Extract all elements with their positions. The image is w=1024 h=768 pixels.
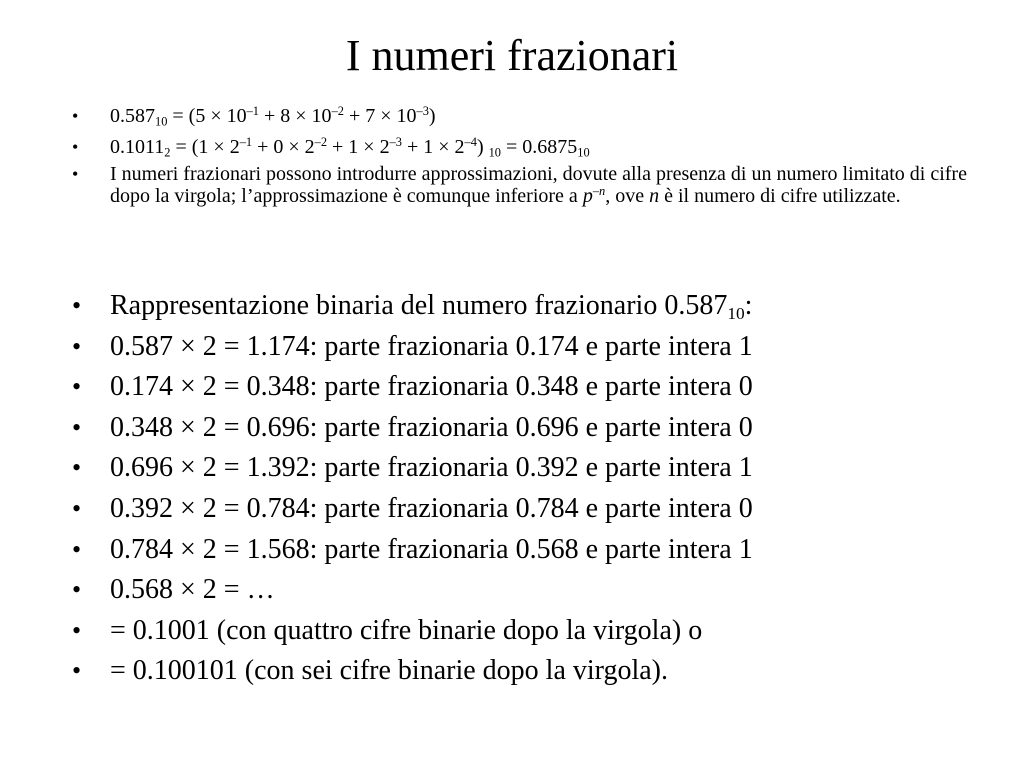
- list-item-result: • = 0.100101 (con sei cifre binarie dopo la virgola).: [0, 651, 1000, 692]
- list-item-conversion-heading: • Rappresentazione binaria del numero frazionario $0.587_{10}$:: [0, 286, 1000, 327]
- list-item-decimal-expansion: • $0.587_{10} = (5 \times 10^{-1} + 8 \times 10^{-2} + 7 \times 10^{-3})$: [72, 104, 436, 129]
- bullet-icon: •: [72, 453, 82, 483]
- bullet-icon: •: [72, 331, 82, 361]
- bullet-icon: •: [72, 291, 82, 320]
- list-item-step: • 0.174 × 2 = 0.348: parte frazionaria 0.348 e parte intera 0: [0, 367, 1000, 408]
- list-item-step: • 0.696 × 2 = 1.392: parte frazionaria 0.392 e parte intera 1: [0, 448, 1000, 489]
- list-item-result: • = 0.1001 (con quattro cifre binarie dopo la virgola) o: [0, 611, 1000, 652]
- list-item-binary-expansion: • $0.1011_2 = (1 \times 2^{-1} + 0 \times 2^{-2} + 1 \times 2^{-3} + 1 \times 2^{-4}) _{10} = 0.6875_{10}$: [72, 135, 590, 160]
- list-item-step: • 0.784 × 2 = 1.568: parte frazionaria 0.568 e parte intera 1: [0, 530, 1000, 571]
- slide-title: I numeri frazionari: [345, 31, 679, 80]
- bullet-icon: •: [72, 137, 79, 157]
- bullet-icon: •: [72, 164, 79, 184]
- bullet-icon: •: [72, 412, 82, 442]
- list-item-step: • 0.392 × 2 = 0.784: parte frazionaria 0.784 e parte intera 0: [0, 489, 1000, 530]
- bullet-icon: •: [72, 493, 82, 523]
- bullet-icon: •: [72, 372, 82, 402]
- conversion-list: [0, 286, 1000, 692]
- bullet-icon: •: [72, 106, 79, 126]
- intro-list: [0, 105, 980, 207]
- list-item-step: • 0.348 × 2 = 0.696: parte frazionaria 0.696 e parte intera 0: [0, 408, 1000, 449]
- list-item-step: • 0.587 × 2 = 1.174: parte frazionaria 0.174 e parte intera 1: [0, 327, 1000, 368]
- list-item-step: • 0.568 × 2 = …: [0, 570, 1000, 611]
- bullet-icon: •: [72, 575, 82, 605]
- bullet-icon: •: [72, 615, 82, 645]
- list-item-approximation-note: • I numeri frazionari possono introdurre approssimazioni, dovute alla presenza di un numero limitato di cifre dopo la virgola; l’approssimazione è comunque inferiore a $p^{-n}$, ove n è il numero di cifre utilizzate.: [72, 163, 967, 207]
- bullet-icon: •: [72, 656, 82, 686]
- bullet-icon: •: [72, 534, 82, 564]
